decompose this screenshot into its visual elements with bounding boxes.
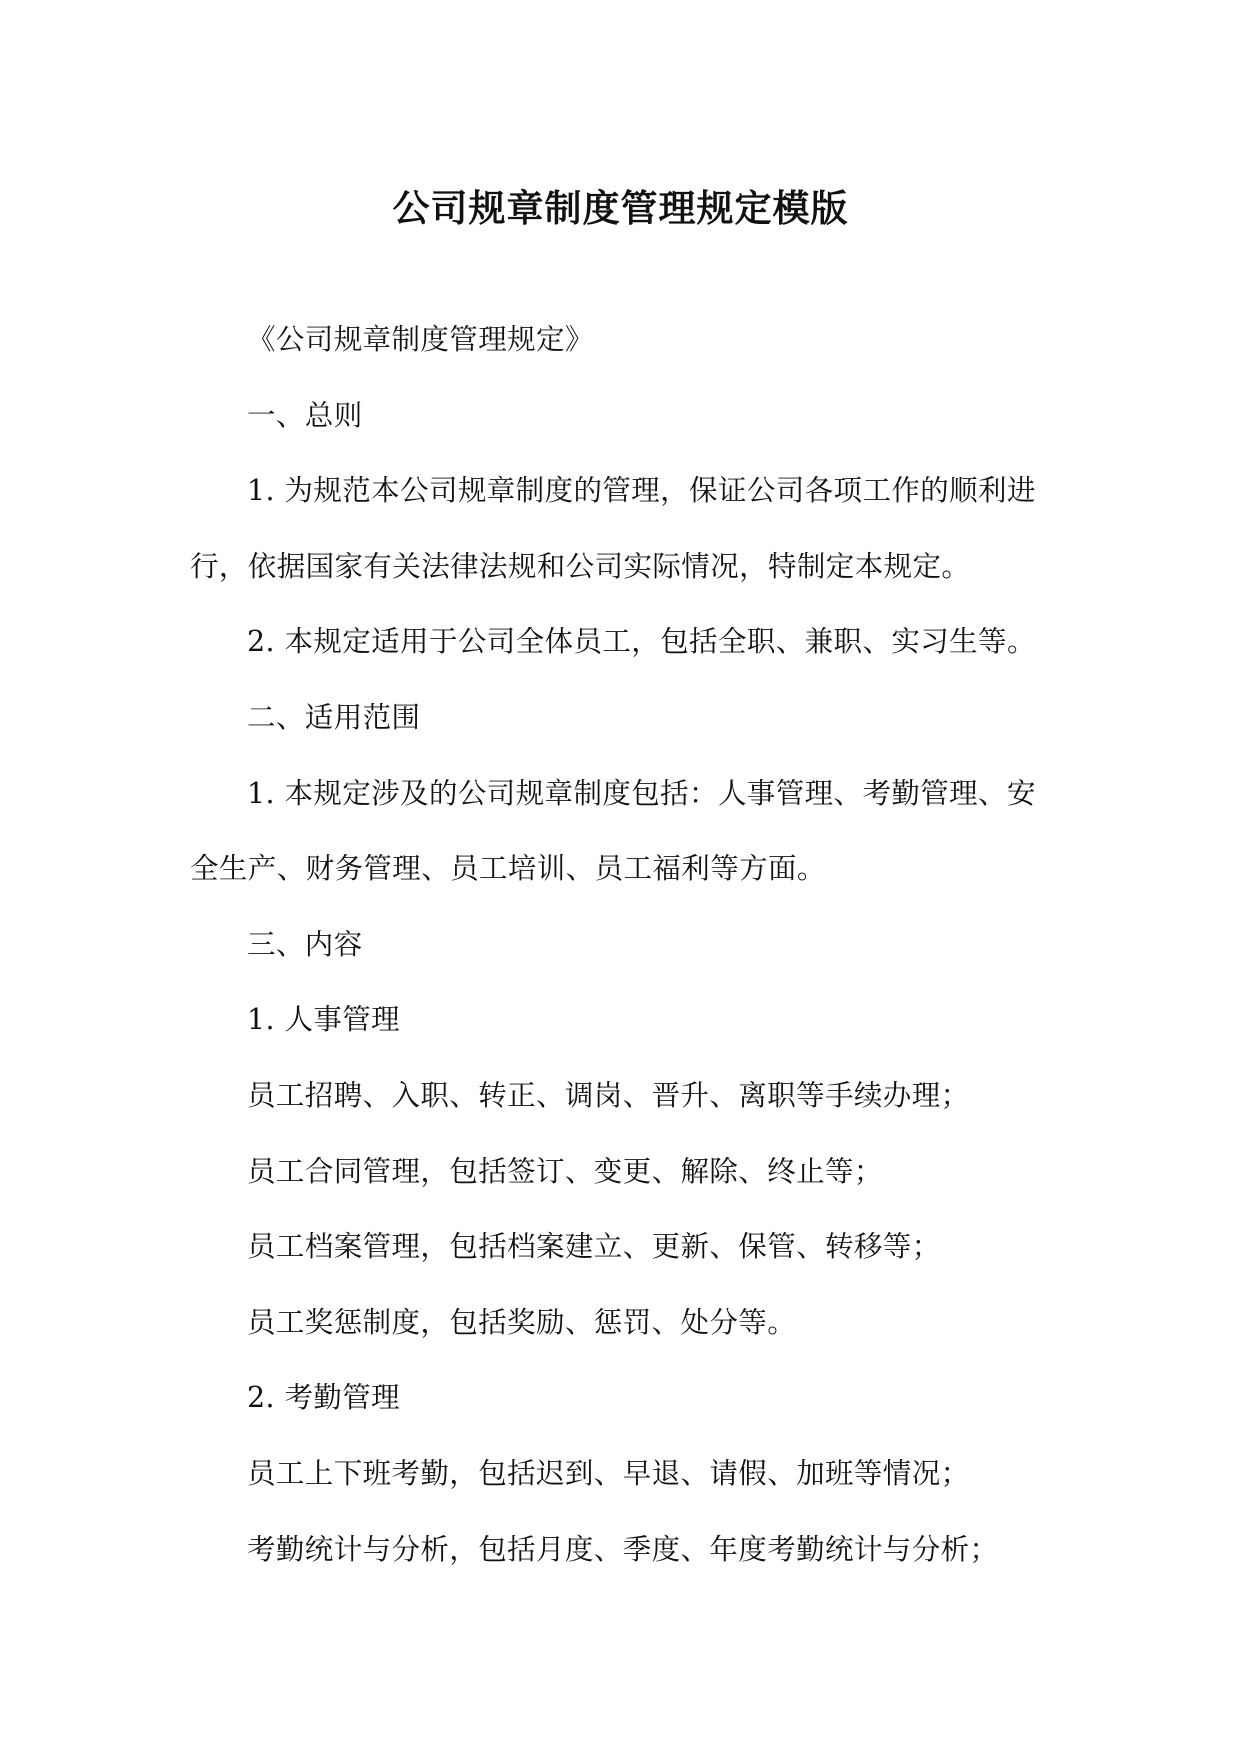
document-body [190,302,1060,1587]
subheading-personnel: 1. 人事管理 [247,1003,401,1037]
list-item-contracts: 员工合同管理，包括签订、变更、解除、终止等； [247,1154,883,1188]
paragraph-applicability: 2. 本规定适用于公司全体员工，包括全职、兼职、实习生等。 [247,625,1036,659]
subheading-attendance: 2. 考勤管理 [247,1381,401,1415]
section-heading-scope: 二、适用范围 [247,700,421,734]
list-item-attendance-records: 员工上下班考勤，包括迟到、早退、请假、加班等情况； [247,1456,970,1490]
list-item-archives: 员工档案管理，包括档案建立、更新、保管、转移等； [247,1230,941,1264]
paragraph-doc-name: 《公司规章制度管理规定》 [247,323,594,356]
section-heading-content: 三、内容 [247,927,363,961]
paragraph-scope-items: 1. 本规定涉及的公司规章制度包括：人事管理、考勤管理、安全生产、财务管理、员工培训、员工福利等方面。 [190,776,1036,886]
paragraph-purpose: 1. 为规范本公司规章制度的管理，保证公司各项工作的顺利进行，依据国家有关法律法规和公司实际情况，特制定本规定。 [190,474,1036,583]
section-heading-general: 一、总则 [247,398,363,432]
list-item-recruitment: 员工招聘、入职、转正、调岗、晋升、离职等手续办理； [247,1078,970,1112]
document-title: 公司规章制度管理规定模版 [392,186,849,230]
list-item-rewards: 员工奖惩制度，包括奖励、惩罚、处分等。 [247,1305,797,1339]
list-item-attendance-stats: 考勤统计与分析，包括月度、季度、年度考勤统计与分析； [247,1532,999,1566]
